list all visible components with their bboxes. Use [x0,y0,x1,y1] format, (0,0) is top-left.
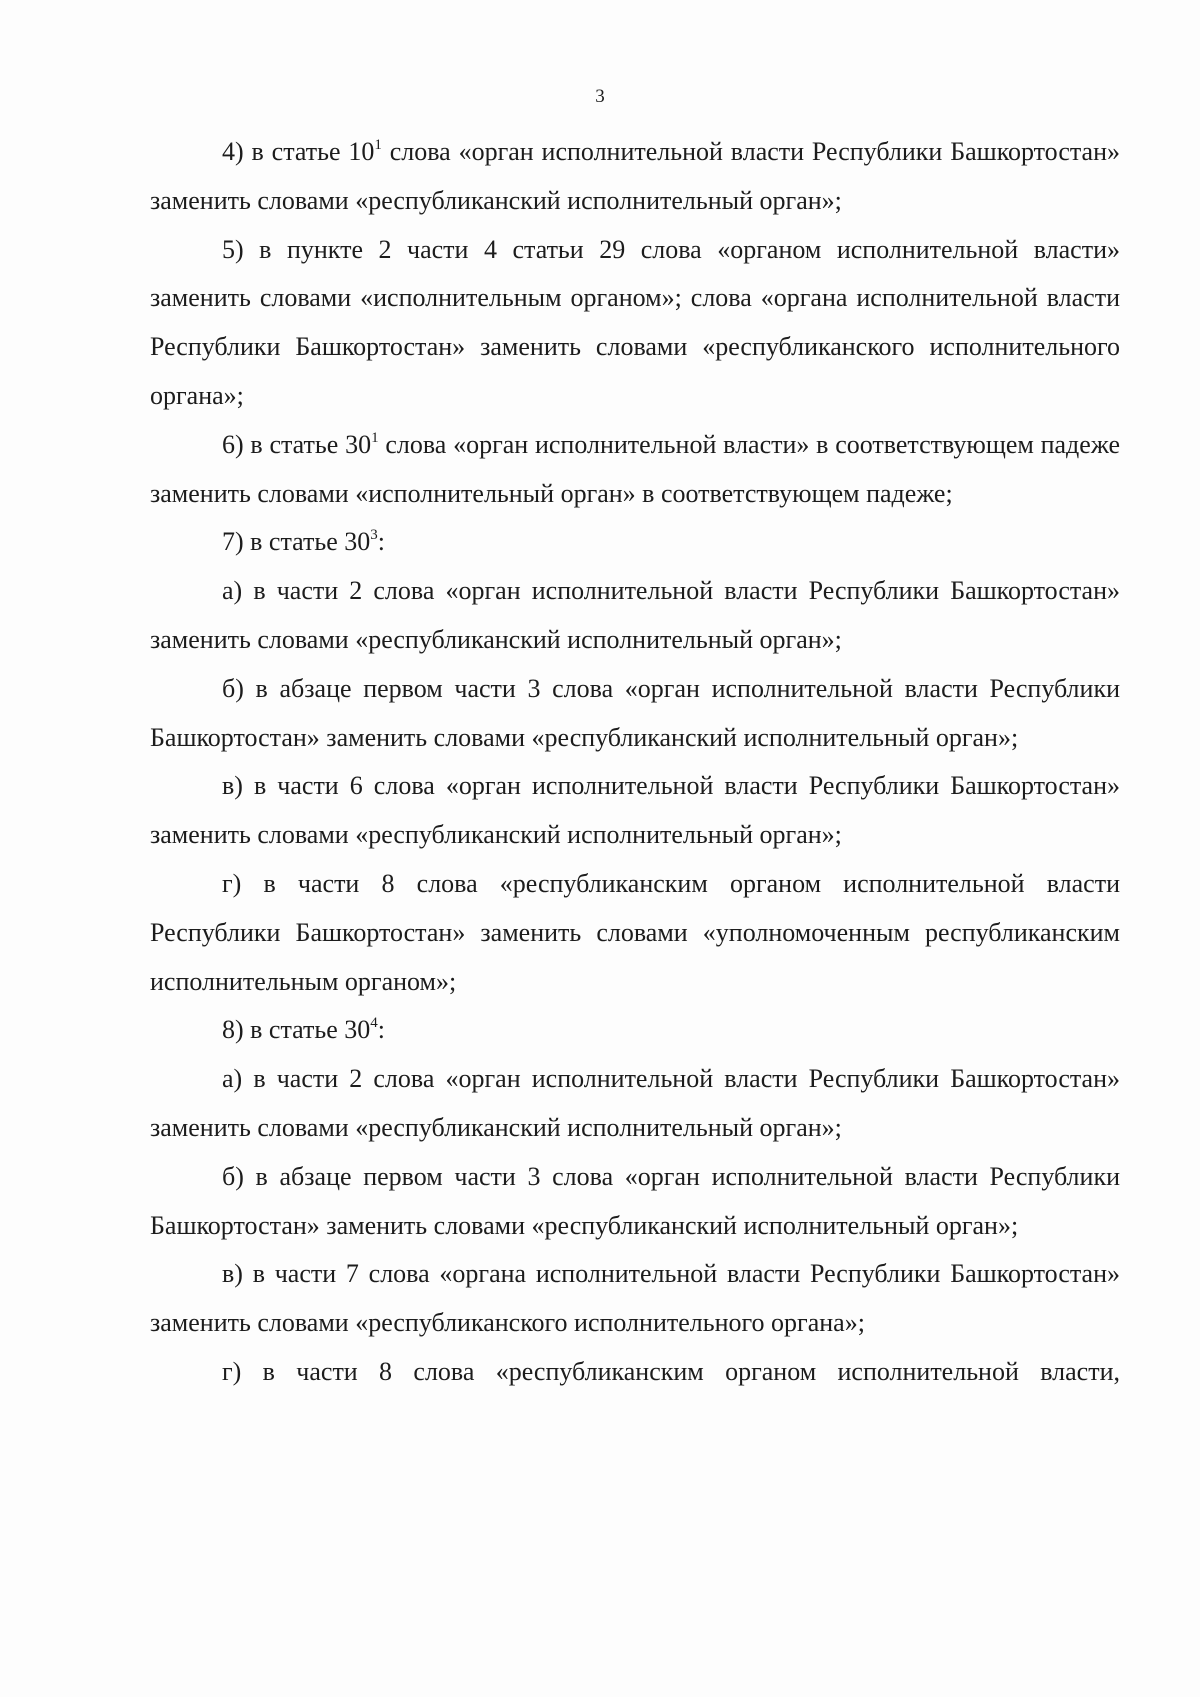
subparagraph-8v [150,1250,1120,1348]
subparagraph-8g [150,1348,1120,1397]
superscript: 1 [374,137,382,153]
subparagraph-7g [150,860,1120,1006]
page-number: 3 [595,86,605,107]
paragraph-text: г) в части 8 слова «республиканским органом исполнительной власти, [222,1356,1120,1386]
paragraph-text: б) в абзаце первом части 3 слова «орган исполнительной власти Республики Башкортостан» заменить словами «республиканский исполнительный орган»; [150,673,1120,752]
paragraph-text: в) в части 7 слова «органа исполнительной власти Республики Башкортостан» заменить словами «республиканского исполнительного органа»; [150,1259,1120,1338]
paragraph-text: г) в части 8 слова «республиканским органом исполнительной власти Республики Башкортостан» заменить словами «уполномоченным республиканским исполнительным органом»; [150,868,1120,996]
paragraph-text: а) в части 2 слова «орган исполнительной власти Республики Башкортостан» заменить словами «республиканский исполнительный орган»; [150,1064,1120,1142]
paragraph-text: слова «орган исполнительной власти» в соответствующем падеже заменить словами «исполнительный орган» в соответствующем падеже; [150,429,1120,508]
paragraph-item-4 [150,128,1120,226]
subparagraph-7b [150,665,1120,763]
paragraph-text: 7) в статье 30 [222,527,371,557]
superscript: 1 [371,429,379,446]
subparagraph-8b [150,1153,1120,1251]
paragraph-text: а) в части 2 слова «орган исполнительной власти Республики Башкортостан» заменить словами «республиканский исполнительный орган»; [150,576,1120,654]
superscript: 4 [370,1015,378,1032]
paragraph-text: 4) в статье 10 [222,137,375,166]
paragraph-text: 6) в статье 30 [222,429,372,459]
paragraph-text: : [377,527,386,557]
paragraph-text: 5) в пункте 2 части 4 статьи 29 слова «органом исполнительной власти» заменить словами «исполнительным органом»; слова «органа исполнительной власти Республики Башкортостан» заменить словами «республиканского исполнительного органа»; [150,234,1120,410]
subparagraph-7a [150,567,1120,665]
paragraph-item-7 [150,518,1120,567]
document-body [150,128,1120,1397]
subparagraph-7v [150,762,1120,860]
paragraph-item-5 [150,226,1120,421]
subparagraph-8a [150,1055,1120,1153]
paragraph-text: в) в части 6 слова «орган исполнительной власти Республики Башкортостан» заменить словами «республиканский исполнительный орган»; [150,771,1120,850]
paragraph-text: : [377,1015,386,1045]
paragraph-text: 8) в статье 30 [222,1015,371,1045]
paragraph-text: слова «орган исполнительной власти Республики Башкортостан» заменить словами «республиканский исполнительный орган»; [150,137,1120,215]
paragraph-item-6 [150,421,1120,519]
superscript: 3 [370,527,378,544]
paragraph-item-8 [150,1006,1120,1055]
paragraph-text: б) в абзаце первом части 3 слова «орган исполнительной власти Республики Башкортостан» заменить словами «республиканский исполнительный орган»; [150,1161,1120,1240]
